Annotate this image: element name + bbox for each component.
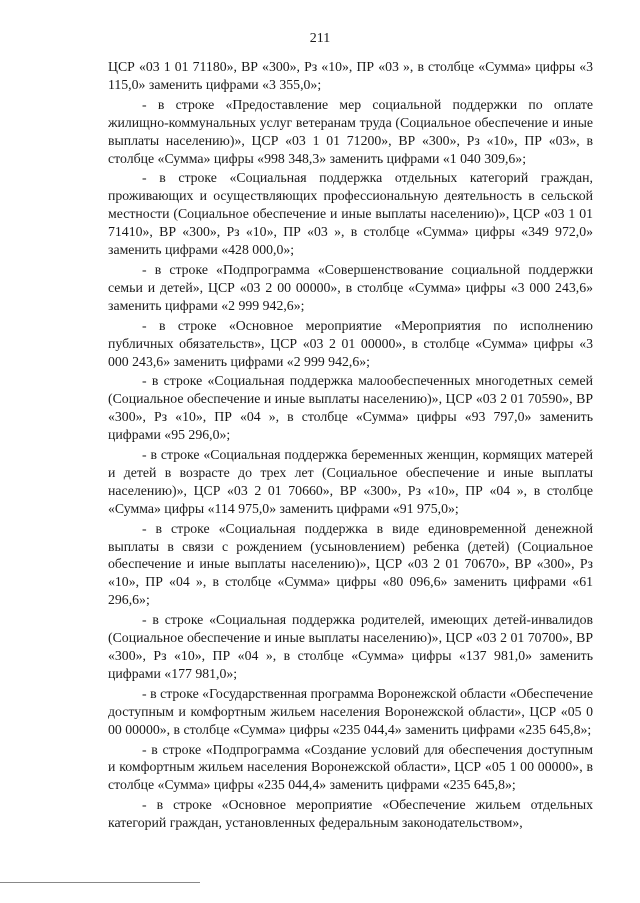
paragraph-2: - в строке «Предоставление мер социальной поддержки по оплате жилищно-коммунальных услуг ветеранам труда (Социальное обеспечение и иные выплаты населению)», ЦСР «03 1 01 71200», ВР «300», Рз «10», ПР «03», в столбце «Сумма» цифры «998 348,3» заменить цифрами «1 040 309,6»; (108, 96, 593, 166)
paragraph-3: - в строке «Социальная поддержка отдельных категорий граждан, проживающих и осуществляющих профессиональную деятельность в сельской местности (Социальное обеспечение и иные выплаты населению)», ЦСР «03 1 01 71410», ВР «300», Рз «10», ПР «03 », в столбце «Сумма» цифры «349 972,0» заменить цифрами «428 000,0»; (108, 170, 593, 258)
footer-divider (0, 882, 200, 883)
document-body (108, 58, 593, 834)
paragraph-5: - в строке «Основное мероприятие «Мероприятия по исполнению публичных обязательств», ЦСР «03 2 01 00000», в столбце «Сумма» цифры «3 000 243,6» заменить цифрами «2 999 942,6»; (108, 317, 593, 369)
paragraph-6: - в строке «Социальная поддержка малообеспеченных многодетных семей (Социальное обеспечение и иные выплаты населению)», ЦСР «03 2 01 70590», ВР «300», Рз «10», ПР «04 », в столбце «Сумма» цифры «93 797,0» заменить цифрами «95 296,0»; (108, 373, 593, 443)
page-number: 211 (309, 31, 331, 46)
paragraph-4: - в строке «Подпрограмма «Совершенствование социальной поддержки семьи и детей», ЦСР «03 2 00 00000», в столбце «Сумма» цифры «3 000 243,6» заменить цифрами «2 999 942,6»; (108, 261, 593, 313)
paragraph-9: - в строке «Социальная поддержка родителей, имеющих детей-инвалидов (Социальное обеспечение и иные выплаты населению)», ЦСР «03 2 01 70700», ВР «300», Рз «10», ПР «04 », в столбце «Сумма» цифры «137 981,0» заменить цифрами «177 981,0»; (108, 612, 593, 681)
paragraph-12: - в строке «Основное мероприятие «Обеспечение жильем отдельных категорий граждан, установленных федеральным законодательством», (108, 797, 593, 831)
paragraph-10: - в строке «Государственная программа Воронежской области «Обеспечение доступным и комфортным жильем населения Воронежской области», ЦСР «05 0 00 00000», в столбце «Сумма» цифры «235 044,4» заменить цифрами «235 645,8»; (108, 685, 593, 737)
paragraph-11: - в строке «Подпрограмма «Создание условий для обеспечения доступным и комфортным жильем населения Воронежской области», ЦСР «05 1 00 00000», в столбце «Сумма» цифры «235 044,4» заменить цифрами «235 645,8»; (108, 741, 593, 793)
paragraph-7: - в строке «Социальная поддержка беременных женщин, кормящих матерей и детей в возрасте до трех лет (Социальное обеспечение и иные выплаты населению)», ЦСР «03 2 01 70660», ВР «300», Рз «10», ПР «04 », в столбце «Сумма» цифры «114 975,0» заменить цифрами «91 975,0»; (108, 447, 593, 516)
paragraph-1: ЦСР «03 1 01 71180», ВР «300», Рз «10», ПР «03 », в столбце «Сумма» цифры «3 115,0» заменить цифрами «3 355,0»; (108, 59, 593, 92)
paragraph-8: - в строке «Социальная поддержка в виде единовременной денежной выплаты в связи с рождением (усыновлением) ребенка (детей) (Социальное обеспечение и иные выплаты населению)», ЦСР «03 2 01 70670», ВР «300», Рз «10», ПР «04 », в столбце «Сумма» цифры «80 096,6» заменить цифрами «61 296,6»; (108, 520, 593, 608)
